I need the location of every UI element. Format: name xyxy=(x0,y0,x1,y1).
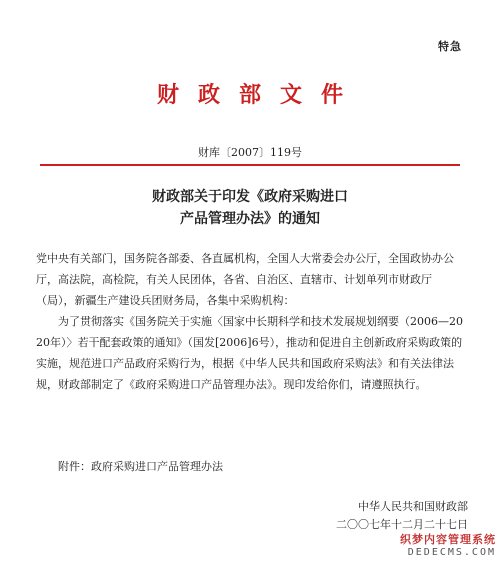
watermark-title: 织梦内容管理系统 xyxy=(400,533,496,546)
document-masthead: 财政部文件 xyxy=(156,82,362,108)
issuer-name: 中华人民共和国财政部 xyxy=(358,500,468,513)
main-paragraph: 为了贯彻落实《国务院关于实施〈国家中长期科学和技术发展规划纲要（2006—2020年）〉若干配套政策的通知》（国发[2006]6号），推动和促进自主创新政府采购政策的实施，规范进口产品政府采购行为，根据《中华人民共和国政府采购法》和有关法律法规，财政部制定了《政府采购进口产品管理办法》。现印发给你们，请遵照执行。 xyxy=(36,315,463,391)
document-number: 财库〔2007〕119号 xyxy=(198,146,302,159)
attachment-line: 附件：政府采购进口产品管理办法 xyxy=(58,460,223,473)
document-body xyxy=(36,248,468,395)
watermark-url: DEDECMS.COM xyxy=(407,547,496,558)
recipients-paragraph: 党中央有关部门，国务院各部委、各直属机构，全国人大常委会办公厅，全国政协办公厅，高法院，高检院，有关人民团体，各省、自治区、直辖市、计划单列市财政厅（局），新疆生产建设兵团财务局，各集中采购机构： xyxy=(36,252,454,307)
signature-block xyxy=(336,498,468,534)
header-divider-rule xyxy=(40,164,460,166)
urgency-label: 特急 xyxy=(438,40,462,53)
document-title xyxy=(0,186,500,230)
document-title-line-1: 财政部关于印发《政府采购进口 xyxy=(152,189,348,205)
issue-date: 二〇〇七年十二月二十七日 xyxy=(336,518,468,531)
watermark xyxy=(400,533,496,559)
document-title-line-2: 产品管理办法》的通知 xyxy=(180,211,320,227)
